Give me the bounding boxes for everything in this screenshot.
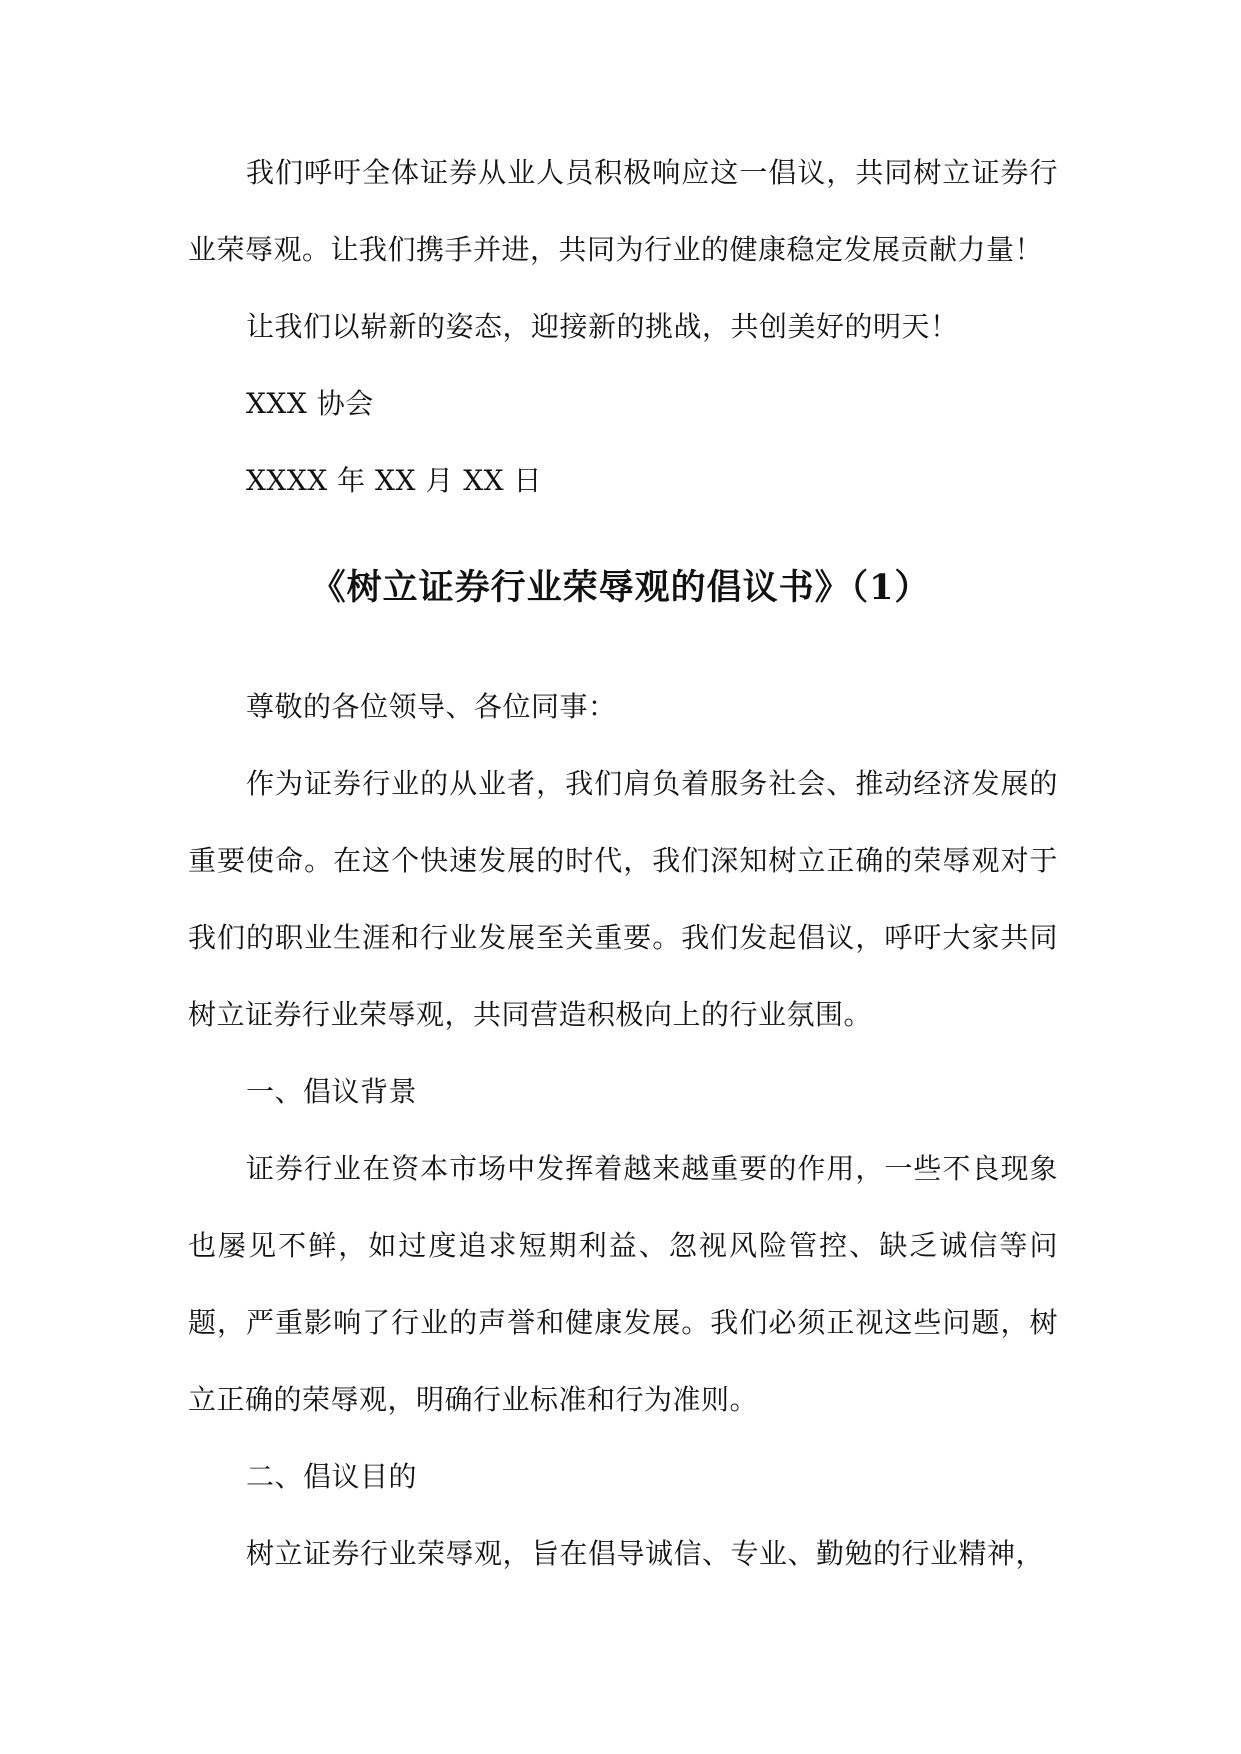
closing-section [188, 134, 1058, 519]
background-paragraph: 证券行业在资本市场中发挥着越来越重要的作用，一些不良现象也屡见不鲜，如过度追求短期利益、忽视风险管控、缺乏诚信等问题，严重影响了行业的声誉和健康发展。我们必须正视这些问题，树立正确的荣辱观，明确行业标准和行为准则。 [188, 1152, 1058, 1416]
closing-paragraph-future: 让我们以崭新的姿态，迎接新的挑战，共创美好的明天！ [246, 310, 959, 343]
signature-organization: XXX 协会 [246, 387, 374, 420]
intro-paragraph: 作为证券行业的从业者，我们肩负着服务社会、推动经济发展的重要使命。在这个快速发展的时代，我们深知树立正确的荣辱观对于我们的职业生涯和行业发展至关重要。我们发起倡议，呼吁大家共同树立证券行业荣辱观，共同营造积极向上的行业氛围。 [188, 767, 1058, 1031]
signature-date: XXXX 年 XX 月 XX 日 [246, 464, 542, 497]
salutation: 尊敬的各位领导、各位同事： [246, 690, 617, 723]
section-heading-purpose: 二、倡议目的 [246, 1460, 418, 1493]
purpose-paragraph: 树立证券行业荣辱观，旨在倡导诚信、专业、勤勉的行业精神， [246, 1537, 1045, 1570]
proposal-body [188, 668, 1058, 1592]
document-title: 《树立证券行业荣辱观的倡议书》（1） [310, 567, 931, 608]
closing-paragraph-call: 我们呼吁全体证券从业人员积极响应这一倡议，共同树立证券行业荣辱观。让我们携手并进，共同为行业的健康稳定发展贡献力量！ [188, 156, 1058, 266]
section-heading-background: 一、倡议背景 [246, 1075, 418, 1108]
